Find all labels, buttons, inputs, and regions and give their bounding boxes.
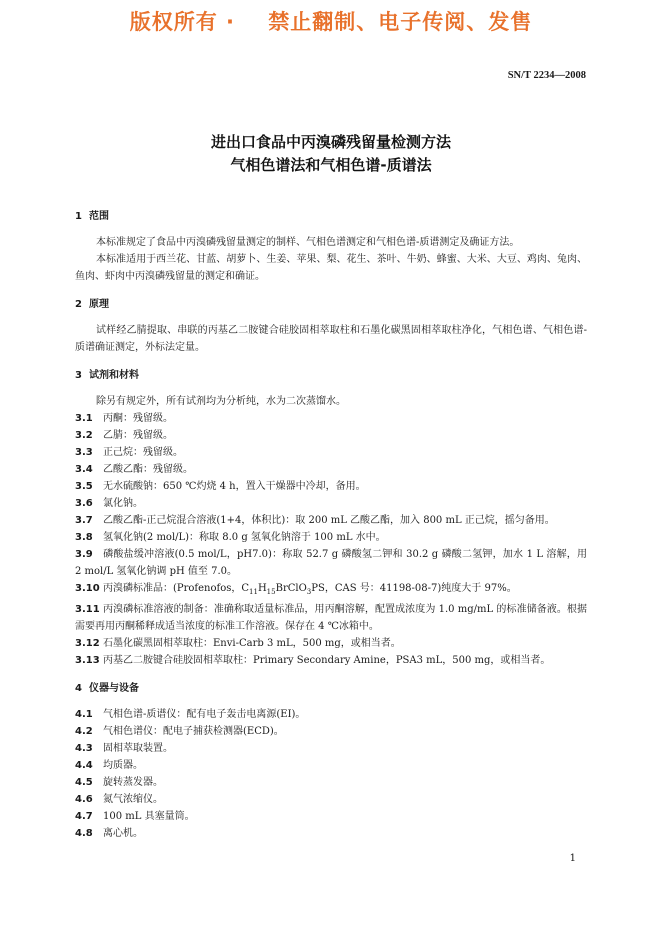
item-number: 3.6 xyxy=(75,498,93,509)
apparatus-list xyxy=(75,706,587,842)
document-title-line1: 进出口食品中丙溴磷残留量检测方法 xyxy=(210,133,451,151)
list-item xyxy=(75,740,587,757)
item-text: 乙腈：残留级。 xyxy=(103,430,173,441)
subscript: 11 xyxy=(249,588,258,596)
list-item xyxy=(75,723,587,740)
item-number: 3.12 xyxy=(75,638,100,649)
section-title: 试剂和材料 xyxy=(89,370,139,381)
list-item xyxy=(75,757,587,774)
item-number: 4.6 xyxy=(75,794,93,805)
item-number: 3.4 xyxy=(75,464,93,475)
list-item xyxy=(75,410,587,427)
item-text: 丙溴磷标准品：(Profenofos，C xyxy=(103,583,250,594)
copyright-watermark: 版权所有 · 禁止翻制、电子传阅、发售 xyxy=(129,10,533,34)
item-number: 3.1 xyxy=(75,413,93,424)
item-number: 4.5 xyxy=(75,777,93,788)
item-number: 3.11 xyxy=(75,604,100,615)
item-text: 丙基乙二胺键合硅胶固相萃取柱：Primary Secondary Amine，PSA3 mL，500 mg，或相当者。 xyxy=(103,655,551,666)
list-item xyxy=(75,706,587,723)
item-text: 乙酸乙酯-正己烷混合溶液(1+4，体积比)：取 200 mL 乙酸乙酯，加入 800 mL 正己烷，摇匀备用。 xyxy=(103,515,555,526)
list-item xyxy=(75,444,587,461)
paragraph: 本标准规定了食品中丙溴磷残留量测定的制样、气相色谱测定和气相色谱-质谱测定及确证方法。 xyxy=(96,237,520,248)
list-item xyxy=(75,652,587,669)
item-number: 4.3 xyxy=(75,743,93,754)
reagent-list-continued xyxy=(75,601,587,669)
item-number: 4.8 xyxy=(75,828,93,839)
list-item xyxy=(75,461,587,478)
item-text: 旋转蒸发器。 xyxy=(103,777,163,788)
item-number: 4.2 xyxy=(75,726,93,737)
list-item xyxy=(75,808,587,825)
item-text: PS，CAS 号：41198-08-7)纯度大于 97%。 xyxy=(311,583,517,594)
item-text: 石墨化碳黑固相萃取柱：Envi-Carb 3 mL，500 mg，或相当者。 xyxy=(103,638,401,649)
section-title: 仪器与设备 xyxy=(89,683,139,694)
list-item xyxy=(75,774,587,791)
list-item xyxy=(75,546,587,580)
section-heading-principle xyxy=(75,296,587,313)
item-number: 3.3 xyxy=(75,447,93,458)
item-number: 3.13 xyxy=(75,655,100,666)
item-text: 离心机。 xyxy=(103,828,143,839)
section-number: 1 xyxy=(75,211,82,222)
item-number: 3.5 xyxy=(75,481,93,492)
item-text: 丙酮：残留级。 xyxy=(103,413,173,424)
list-item xyxy=(75,529,587,546)
document-body xyxy=(75,208,587,842)
section-title: 范围 xyxy=(89,211,109,222)
document-title-line2: 气相色谱法和气相色谱-质谱法 xyxy=(230,156,432,174)
section-number: 4 xyxy=(75,683,82,694)
item-text: 气相色谱-质谱仪：配有电子轰击电离源(EI)。 xyxy=(103,709,306,720)
list-item xyxy=(75,635,587,652)
paragraph: 试样经乙腈提取、串联的丙基乙二胺键合硅胶固相萃取柱和石墨化碳黑固相萃取柱净化，气相色谱、气相色谱-质谱确证测定，外标法定量。 xyxy=(75,325,587,353)
item-number: 3.10 xyxy=(75,583,100,594)
page-number: 1 xyxy=(569,853,576,864)
list-item xyxy=(75,512,587,529)
item-text: 均质器。 xyxy=(103,760,143,771)
item-number: 3.7 xyxy=(75,515,93,526)
list-item xyxy=(75,580,587,601)
section-heading-reagents xyxy=(75,367,587,384)
item-text: 无水硫酸钠：650 ℃灼烧 4 h，置入干燥器中冷却，备用。 xyxy=(103,481,366,492)
item-text: BrClO xyxy=(275,583,307,594)
section-heading-scope xyxy=(75,208,587,225)
section-number: 3 xyxy=(75,370,82,381)
list-item xyxy=(75,427,587,444)
section-heading-apparatus xyxy=(75,680,587,697)
item-number: 3.2 xyxy=(75,430,93,441)
item-text: 气相色谱仪：配电子捕获检测器(ECD)。 xyxy=(103,726,284,737)
item-text: 100 mL 具塞量筒。 xyxy=(103,811,195,822)
list-item xyxy=(75,825,587,842)
item-text: 磷酸盐缓冲溶液(0.5 mol/L，pH7.0)：称取 52.7 g 磷酸氢二钾和 30.2 g 磷酸二氢钾，加水 1 L 溶解，用 2 mol/L 氢氧化钠调 pH 值至 7.0。 xyxy=(75,549,587,577)
item-text: 正己烷：残留级。 xyxy=(103,447,183,458)
paragraph: 本标准适用于西兰花、甘蓝、胡萝卜、生姜、苹果、梨、花生、茶叶、牛奶、蜂蜜、大米、大豆、鸡肉、兔肉、鱼肉、虾肉中丙溴磷残留量的测定和确证。 xyxy=(75,254,587,282)
subscript: 3 xyxy=(306,588,312,596)
item-text: 氮气浓缩仪。 xyxy=(103,794,163,805)
section-title: 原理 xyxy=(89,299,109,310)
item-number: 4.1 xyxy=(75,709,93,720)
list-item xyxy=(75,478,587,495)
item-number: 4.7 xyxy=(75,811,93,822)
subscript: 15 xyxy=(266,588,276,596)
list-item xyxy=(75,601,587,635)
item-text: 固相萃取装置。 xyxy=(103,743,173,754)
standard-number: SN/T 2234—2008 xyxy=(507,70,586,81)
section-number: 2 xyxy=(75,299,82,310)
paragraph: 除另有规定外，所有试剂均为分析纯，水为二次蒸馏水。 xyxy=(96,396,346,407)
item-text: 丙溴磷标准溶液的制备：准确称取适量标准品，用丙酮溶解，配置成浓度为 1.0 mg/mL 的标准储备液。根据需要再用丙酮稀释成适当浓度的标准工作溶液。保存在 4 ℃冰箱中。 xyxy=(75,604,587,632)
item-text: 乙酸乙酯：残留级。 xyxy=(103,464,193,475)
list-item xyxy=(75,791,587,808)
item-number: 3.9 xyxy=(75,549,93,560)
item-number: 4.4 xyxy=(75,760,93,771)
item-number: 3.8 xyxy=(75,532,93,543)
item-text: H xyxy=(257,583,267,594)
item-text: 氯化钠。 xyxy=(103,498,143,509)
reagent-list xyxy=(75,410,587,580)
item-text: 氢氧化钠(2 mol/L)：称取 8.0 g 氢氧化钠溶于 100 mL 水中。 xyxy=(103,532,386,543)
list-item xyxy=(75,495,587,512)
